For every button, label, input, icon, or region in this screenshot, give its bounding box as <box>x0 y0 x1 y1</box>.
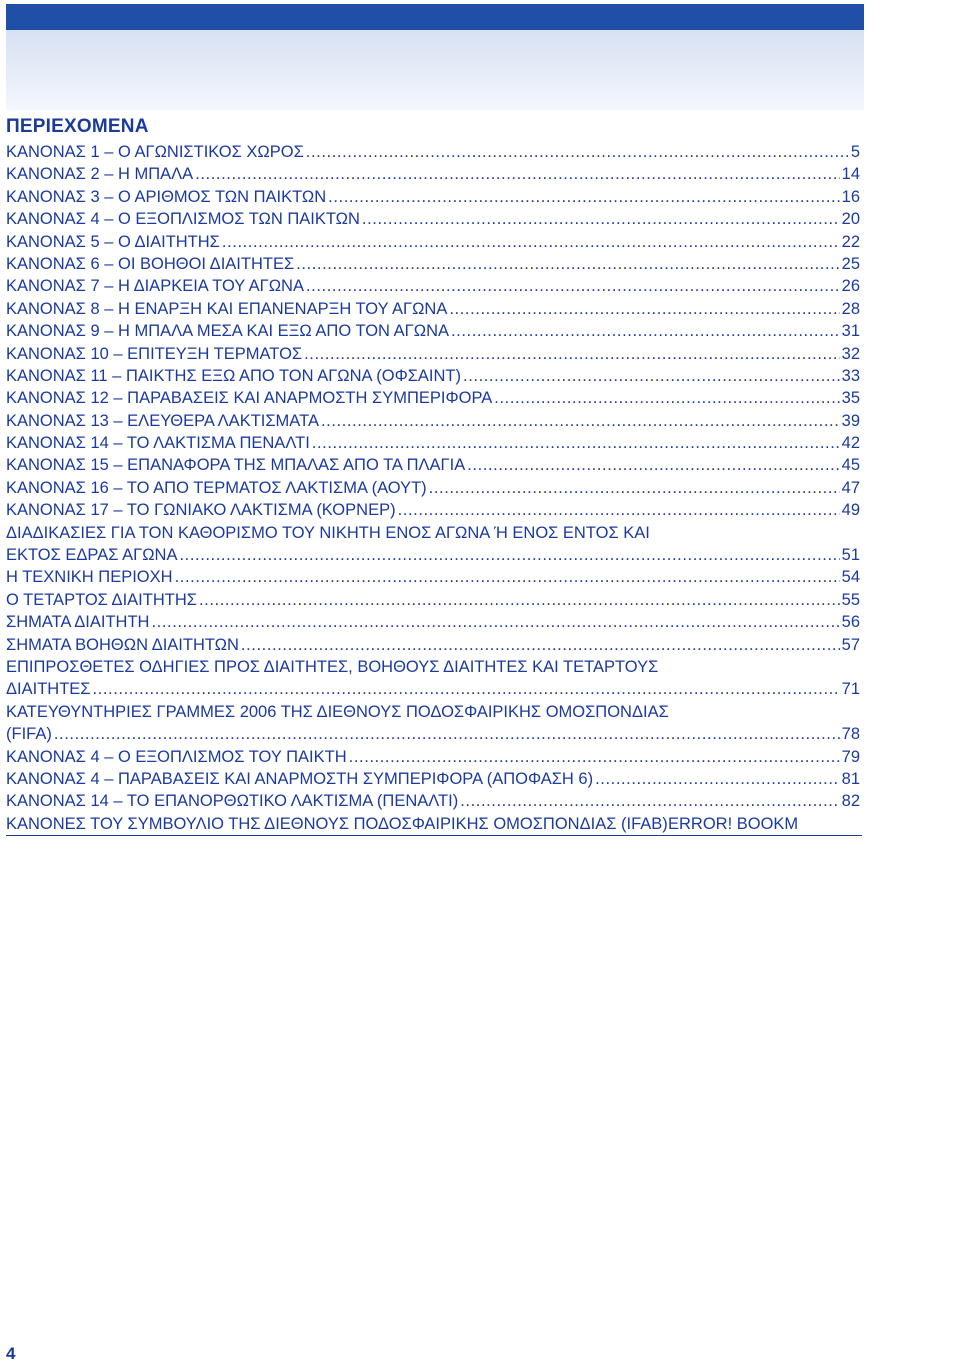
toc-page-number: 79 <box>841 747 860 766</box>
toc-entry[interactable] <box>6 387 860 409</box>
toc-entry-text: ΚΑΝΟΝΑΣ 7 – Η ΔΙΑΡΚΕΙΑ ΤΟΥ ΑΓΩΝΑ <box>6 277 304 296</box>
toc-entry-text: ΚΑΝΟΝΑΣ 14 – ΤΟ ΕΠΑΝΟΡΘΩΤΙΚΟ ΛΑΚΤΙΣΜΑ (ΠΕΝΑΛΤΙ) <box>6 792 459 811</box>
toc-entry-text: ΚΑΝΟΝΑΣ 9 – Η ΜΠΑΛΑ ΜΕΣΑ ΚΑΙ ΕΞΩ ΑΠΟ ΤΟΝ ΑΓΩΝΑ <box>6 322 449 341</box>
toc-entry-text: ΚΑΝΟΝΑΣ 12 – ΠΑΡΑΒΑΣΕΙΣ ΚΑΙ ΑΝΑΡΜΟΣΤΗ ΣΥΜΠΕΡΙΦΟΡΑ <box>6 389 493 408</box>
toc-page-number: 22 <box>841 232 860 251</box>
toc-leader-dots <box>460 790 839 812</box>
toc-page-number: 26 <box>841 277 860 296</box>
toc-leader-dots <box>296 253 839 275</box>
toc-entry[interactable] <box>6 298 860 320</box>
toc-page-number: 82 <box>841 792 860 811</box>
toc-entry-text: Η ΤΕΧΝΙΚΗ ΠΕΡΙΟΧΗ <box>6 568 173 587</box>
toc-leader-dots <box>595 768 840 790</box>
toc-page-number: 54 <box>841 568 860 587</box>
header-bar <box>6 4 864 30</box>
toc-leader-dots <box>429 477 840 499</box>
toc-entry[interactable] <box>6 141 860 163</box>
toc-leader-dots <box>306 275 840 297</box>
toc-entry-text: ΚΑΝΟΝΑΣ 14 – ΤΟ ΛΑΚΤΙΣΜΑ ΠΕΝΑΛΤΙ <box>6 434 310 453</box>
toc-page-number: 28 <box>841 299 860 318</box>
toc-leader-dots <box>179 544 839 566</box>
toc-entry-text: ΚΑΝΟΝΑΣ 4 – Ο ΕΞΟΠΛΙΣΜΟΣ ΤΩΝ ΠΑΙΚΤΩΝ <box>6 210 360 229</box>
toc-entry[interactable] <box>6 477 860 499</box>
table-of-contents <box>6 141 860 836</box>
toc-page-number: 14 <box>841 165 860 184</box>
toc-title: ΠΕΡΙΕΧΟΜΕΝΑ <box>6 116 149 137</box>
toc-entry-text: ΚΑΝΟΝΑΣ 16 – ΤΟ ΑΠΟ ΤΕΡΜΑΤΟΣ ΛΑΚΤΙΣΜΑ (ΑΟΥΤ) <box>6 478 427 497</box>
toc-entry[interactable] <box>6 589 860 611</box>
toc-entry-text: ΔΙΑΙΤΗΤΕΣ <box>6 680 91 699</box>
toc-entry-text: ΣΗΜΑΤΑ ΒΟΗΘΩΝ ΔΙΑΙΤΗΤΩΝ <box>6 635 239 654</box>
toc-entry-text: ΚΑΝΟΝΑΣ 13 – ΕΛΕΥΘΕΡΑ ΛΑΚΤΙΣΜΑΤΑ <box>6 411 319 430</box>
toc-page-number: 42 <box>841 434 860 453</box>
toc-entry-text: ΚΑΝΟΝΑΣ 11 – ΠΑΙΚΤΗΣ ΕΞΩ ΑΠΟ ΤΟΝ ΑΓΩΝΑ (ΟΦΣΑΙΝΤ) <box>6 366 462 385</box>
toc-entry[interactable] <box>6 634 860 656</box>
toc-page-number: 20 <box>841 210 860 229</box>
toc-entry[interactable] <box>6 768 860 790</box>
toc-entry-text: ΚΑΝΟΝΑΣ 2 – Η ΜΠΑΛΑ <box>6 165 194 184</box>
toc-entry-text: ΚΑΝΟΝΑΣ 5 – Ο ΔΙΑΙΤΗΤΗΣ <box>6 232 220 251</box>
toc-entry[interactable] <box>6 432 860 454</box>
toc-entry-text: ΚΑΝΟΝΑΣ 3 – Ο ΑΡΙΘΜΟΣ ΤΩΝ ΠΑΙΚΤΩΝ <box>6 187 327 206</box>
toc-page-number: 49 <box>841 501 860 520</box>
toc-entry[interactable] <box>6 275 860 297</box>
toc-entry[interactable] <box>6 410 860 432</box>
header-gradient <box>6 30 864 110</box>
toc-page-number: 71 <box>841 680 860 699</box>
toc-entry-text: ΚΑΝΟΝΕΣ ΤΟΥ ΣΥΜΒΟΥΛΙΟ ΤΗΣ ΔΙΕΘΝΟΥΣ ΠΟΔΟΣΦΑΙΡΙΚΗΣ ΟΜΟΣΠΟΝΔΙΑΣ (IFAB) <box>6 814 668 833</box>
toc-page-number: 47 <box>841 478 860 497</box>
toc-page-number: 33 <box>841 366 860 385</box>
toc-entry-text: ΚΑΝΟΝΑΣ 8 – Η ΕΝΑΡΞΗ ΚΑΙ ΕΠΑΝΕΝΑΡΞΗ ΤΟΥ ΑΓΩΝΑ <box>6 299 448 318</box>
toc-leader-dots <box>306 141 849 163</box>
toc-leader-dots <box>54 723 840 745</box>
toc-entry-text: ΚΑΝΟΝΑΣ 1 – Ο ΑΓΩΝΙΣΤΙΚΟΣ ΧΩΡΟΣ <box>6 143 304 161</box>
toc-page-number: 81 <box>841 769 860 788</box>
toc-entry-last[interactable] <box>6 813 862 836</box>
toc-page-number: 5 <box>850 143 860 161</box>
toc-page-number: 32 <box>841 344 860 363</box>
toc-entry[interactable] <box>6 253 860 275</box>
bookmark-error-text: ERROR! BOOKM <box>668 814 799 833</box>
toc-leader-dots <box>241 634 840 656</box>
toc-leader-dots <box>451 320 840 342</box>
toc-entry-text: ΚΑΝΟΝΑΣ 4 – ΠΑΡΑΒΑΣΕΙΣ ΚΑΙ ΑΝΑΡΜΟΣΤΗ ΣΥΜΠΕΡΙΦΟΡΑ (ΑΠΟΦΑΣΗ 6) <box>6 769 594 788</box>
toc-entry-text: ΕΚΤΟΣ ΕΔΡΑΣ ΑΓΩΝΑ <box>6 546 178 565</box>
toc-entry[interactable] <box>6 343 860 365</box>
toc-entry[interactable] <box>6 231 860 253</box>
toc-leader-dots <box>199 589 840 611</box>
toc-entry[interactable] <box>6 320 860 342</box>
toc-entry[interactable] <box>6 611 860 633</box>
toc-page-number: 39 <box>841 411 860 430</box>
toc-entry-text: ΣΗΜΑΤΑ ΔΙΑΙΤΗΤΗ <box>6 613 150 632</box>
toc-leader-dots <box>92 678 839 700</box>
toc-entry-text: ΚΑΝΟΝΑΣ 6 – ΟΙ ΒΟΗΘΟΙ ΔΙΑΙΤΗΤΕΣ <box>6 254 295 273</box>
toc-entry[interactable] <box>6 566 860 588</box>
toc-leader-dots <box>349 746 840 768</box>
toc-page-number: 56 <box>841 613 860 632</box>
toc-leader-dots <box>467 454 839 476</box>
toc-leader-dots <box>304 343 840 365</box>
toc-entry[interactable] <box>6 186 860 208</box>
toc-entry-text: (FIFA) <box>6 725 52 744</box>
toc-entry[interactable] <box>6 454 860 476</box>
toc-leader-dots <box>328 186 839 208</box>
toc-entry-text-line1: ΔΙΑΔΙΚΑΣΙΕΣ ΓΙΑ ΤΟΝ ΚΑΘΟΡΙΣΜΟ ΤΟΥ ΝΙΚΗΤΗ ΕΝΟΣ ΑΓΩΝΑ Ή ΕΝΟΣ ΕΝΤΟΣ ΚΑΙ <box>6 523 650 542</box>
toc-entry[interactable] <box>6 365 860 387</box>
toc-entry[interactable] <box>6 522 860 567</box>
toc-entry[interactable] <box>6 163 860 185</box>
toc-entry-text: Ο ΤΕΤΑΡΤΟΣ ΔΙΑΙΤΗΤΗΣ <box>6 590 197 609</box>
toc-leader-dots <box>449 298 839 320</box>
toc-entry[interactable] <box>6 790 860 812</box>
toc-leader-dots <box>463 365 840 387</box>
toc-entry[interactable] <box>6 208 860 230</box>
toc-entry[interactable] <box>6 499 860 521</box>
toc-leader-dots <box>195 163 839 185</box>
toc-entry-text-line1: ΕΠΙΠΡΟΣΘΕΤΕΣ ΟΔΗΓΙΕΣ ΠΡΟΣ ΔΙΑΙΤΗΤΕΣ, ΒΟΗΘΟΥΣ ΔΙΑΙΤΗΤΕΣ ΚΑΙ ΤΕΤΑΡΤΟΥΣ <box>6 658 659 676</box>
toc-leader-dots <box>494 387 839 409</box>
toc-leader-dots <box>398 499 840 521</box>
toc-page-number: 35 <box>841 389 860 408</box>
toc-leader-dots <box>362 208 840 230</box>
toc-page-number: 55 <box>841 590 860 609</box>
toc-entry-text: ΚΑΝΟΝΑΣ 10 – ΕΠΙΤΕΥΞΗ ΤΕΡΜΑΤΟΣ <box>6 344 303 363</box>
toc-entry[interactable] <box>6 701 860 746</box>
toc-entry-text: ΚΑΝΟΝΑΣ 17 – ΤΟ ΓΩΝΙΑΚΟ ΛΑΚΤΙΣΜΑ (ΚΟΡΝΕΡ) <box>6 501 396 520</box>
toc-entry[interactable] <box>6 656 860 701</box>
toc-entry-text: ΚΑΝΟΝΑΣ 15 – ΕΠΑΝΑΦΟΡΑ ΤΗΣ ΜΠΑΛΑΣ ΑΠΟ ΤΑ ΠΛΑΓΙΑ <box>6 456 466 475</box>
toc-page-number: 31 <box>841 322 860 341</box>
toc-page-number: 25 <box>841 254 860 273</box>
toc-page-number: 57 <box>841 635 860 654</box>
toc-entry-text-line1: ΚΑΤΕΥΘΥΝΤΗΡΙΕΣ ΓΡΑΜΜΕΣ 2006 ΤΗΣ ΔΙΕΘΝΟΥΣ ΠΟΔΟΣΦΑΙΡΙΚΗΣ ΟΜΟΣΠΟΝΔΙΑΣ <box>6 702 669 721</box>
toc-entry[interactable] <box>6 746 860 768</box>
toc-leader-dots <box>151 611 839 633</box>
page-number: 4 <box>6 1344 16 1363</box>
toc-leader-dots <box>222 231 840 253</box>
toc-leader-dots <box>321 410 840 432</box>
toc-leader-dots <box>175 566 840 588</box>
toc-page-number: 51 <box>841 546 860 565</box>
toc-page-number: 45 <box>841 456 860 475</box>
toc-page-number: 78 <box>841 725 860 744</box>
toc-page-number: 16 <box>841 187 860 206</box>
toc-entry-text: ΚΑΝΟΝΑΣ 4 – Ο ΕΞΟΠΛΙΣΜΟΣ ΤΟΥ ΠΑΙΚΤΗ <box>6 747 347 766</box>
toc-leader-dots <box>312 432 840 454</box>
